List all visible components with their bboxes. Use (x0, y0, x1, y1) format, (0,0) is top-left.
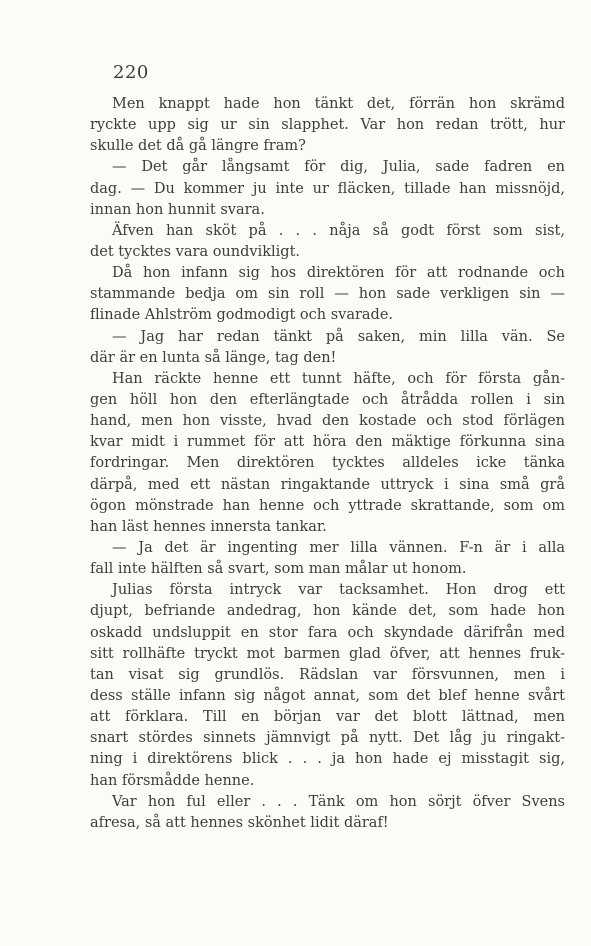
text-line: sitt rollhäfte tryckt mot barmen glad öfver, att hennes fruk- (90, 645, 565, 662)
text-line: hand, men hon visste, hvad den kostade och stod förlägen (90, 413, 565, 430)
text-line: afresa, så att hennes skönhet lidit däraf! (90, 814, 389, 831)
text-line: stammande bedja om sin roll — hon sade verkligen sin — (90, 286, 565, 303)
text-line: innan hon hunnit svara. (90, 201, 265, 218)
text-line: det tycktes vara oundvikligt. (90, 243, 301, 260)
text-line: därpå, med ett nästan ringaktande uttryck i sina små grå (90, 476, 565, 493)
body-text (90, 94, 565, 834)
text-line: kvar midt i rummet för att höra den mäktige förkunna sina (90, 434, 565, 451)
text-line: att förklara. Till en början var det blott lättnad, men (90, 709, 565, 726)
text-line: han läst hennes innersta tankar. (90, 518, 327, 535)
text-line: Han räckte henne ett tunnt häfte, och för första gån- (112, 370, 565, 387)
text-line: Äfven han sköt på . . . nåja så godt först som sist, (112, 222, 565, 239)
text-line: dess ställe infann sig något annat, som det blef henne svårt (90, 687, 565, 704)
text-line: tan visat sig grundlös. Rädslan var försvunnen, men i (90, 666, 565, 683)
text-line: Då hon infann sig hos direktören för att rodnande och (112, 265, 565, 282)
text-line: Men knappt hade hon tänkt det, förrän hon skrämd (112, 96, 565, 112)
text-line: skulle det då gå längre fram? (90, 138, 306, 155)
text-line: ning i direktörens blick . . . ja hon hade ej misstagit sig, (90, 751, 565, 768)
text-line: — Jag har redan tänkt på saken, min lilla vän. Se (112, 328, 565, 345)
text-line: där är en lunta så länge, tag den! (90, 349, 337, 366)
text-line: ryckte upp sig ur sin slapphet. Var hon redan trött, hur (90, 117, 565, 134)
text-line: — Det går långsamt för dig, Julia, sade fadren en (112, 159, 565, 176)
text-line: ögon mönstrade han henne och yttrade skrattande, som om (90, 497, 565, 514)
text-line: fall inte hälften så svart, som man målar ut honom. (90, 561, 467, 578)
text-line: djupt, befriande andedrag, hon kände det, som hade hon (90, 603, 565, 620)
text-line: gen höll hon den efterlängtade och åtrådda rollen i sin (90, 391, 565, 408)
text-line: dag. — Du kommer ju inte ur fläcken, tillade han missnöjd, (90, 180, 565, 197)
page-number: 220 (113, 62, 149, 83)
text-line: snart stördes sinnets jämnvigt på nytt. Det låg ju ringakt- (90, 730, 565, 747)
text-line: oskadd undsluppit en stor fara och skyndade därifrån med (90, 624, 565, 641)
text-line: Julias första intryck var tacksamhet. Hon drog ett (112, 582, 565, 599)
text-line: — Ja det är ingenting mer lilla vännen. F-n är i alla (112, 539, 565, 556)
text-line: han försmådde henne. (90, 772, 255, 789)
text-line: Var hon ful eller . . . Tänk om hon sörjt öfver Svens (112, 793, 565, 810)
text-line: fordringar. Men direktören tycktes alldeles icke tänka (90, 455, 565, 472)
text-line: flinade Ahlström godmodigt och svarade. (90, 307, 394, 324)
